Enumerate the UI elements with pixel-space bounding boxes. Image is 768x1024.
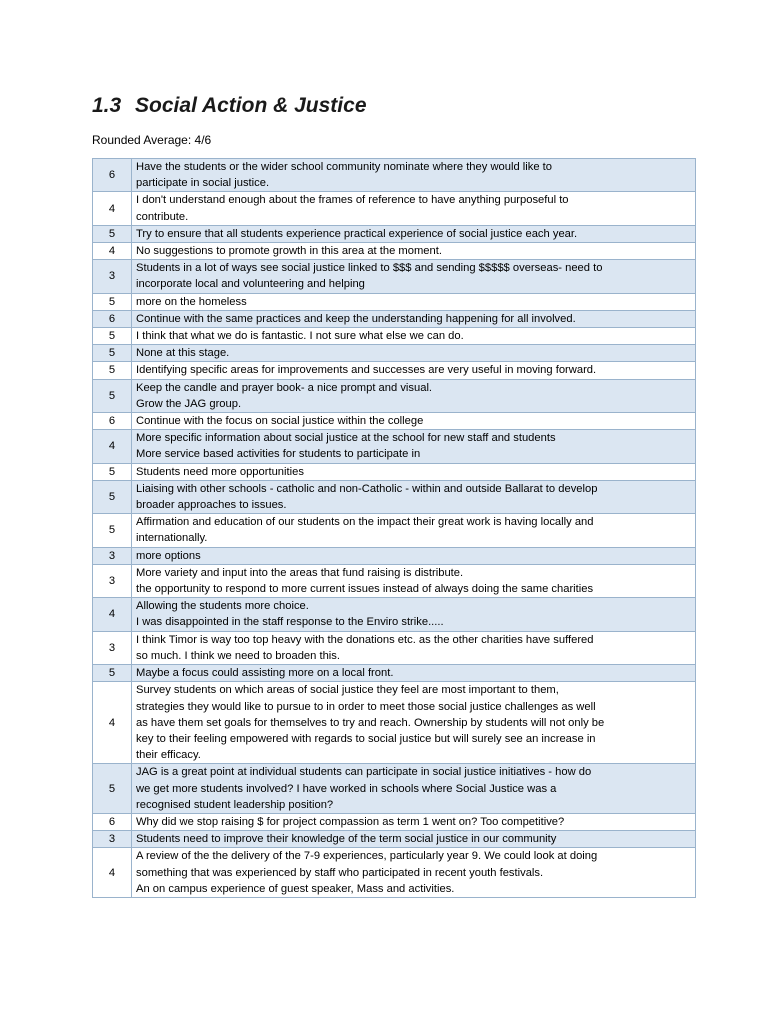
response-score: 3 [93, 564, 132, 597]
response-text: Liaising with other schools - catholic and non-Catholic - within and outside Ballarat to develop broader approaches to issues. [132, 480, 696, 513]
response-score: 3 [93, 831, 132, 848]
response-text: more on the homeless [132, 293, 696, 310]
response-text: Allowing the students more choice. I was disappointed in the staff response to the Enviro strike..... [132, 598, 696, 631]
response-row [93, 413, 696, 430]
response-text: More specific information about social justice at the school for new staff and students More service based activities for students to participate in [132, 430, 696, 463]
response-score: 4 [93, 430, 132, 463]
response-row [93, 848, 696, 898]
response-row [93, 293, 696, 310]
response-text: No suggestions to promote growth in this area at the moment. [132, 243, 696, 260]
response-score: 6 [93, 813, 132, 830]
response-score: 5 [93, 379, 132, 412]
response-row [93, 480, 696, 513]
response-score: 5 [93, 665, 132, 682]
response-text: Students in a lot of ways see social justice linked to $$$ and sending $$$$$ overseas- need to incorporate local and volunteering and helping [132, 260, 696, 293]
response-text: Students need to improve their knowledge of the term social justice in our community [132, 831, 696, 848]
response-text: Have the students or the wider school community nominate where they would like to participate in social justice. [132, 159, 696, 192]
response-text: Keep the candle and prayer book- a nice prompt and visual. Grow the JAG group. [132, 379, 696, 412]
response-row [93, 243, 696, 260]
response-text: None at this stage. [132, 345, 696, 362]
response-row [93, 310, 696, 327]
response-row [93, 463, 696, 480]
section-heading [92, 90, 696, 122]
response-row [93, 260, 696, 293]
response-row [93, 813, 696, 830]
response-text: JAG is a great point at individual students can participate in social justice initiatives - how do we get more students involved? I have worked in schools where Social Justice was a recognised student leadership position? [132, 764, 696, 814]
response-score: 4 [93, 598, 132, 631]
section-number: 1.3 [92, 94, 122, 117]
response-row [93, 192, 696, 225]
response-score: 5 [93, 480, 132, 513]
response-row [93, 682, 696, 764]
response-row [93, 379, 696, 412]
response-row [93, 665, 696, 682]
response-score: 4 [93, 682, 132, 764]
response-score: 5 [93, 362, 132, 379]
response-text: Affirmation and education of our students on the impact their great work is having locally and internationally. [132, 514, 696, 547]
response-text: Students need more opportunities [132, 463, 696, 480]
response-text: Continue with the same practices and keep the understanding happening for all involved. [132, 310, 696, 327]
response-text: I don't understand enough about the frames of reference to have anything purposeful to contribute. [132, 192, 696, 225]
response-text: More variety and input into the areas that fund raising is distribute. the opportunity to respond to more current issues instead of always doing the same charities [132, 564, 696, 597]
response-score: 4 [93, 243, 132, 260]
response-text: more options [132, 547, 696, 564]
response-score: 4 [93, 192, 132, 225]
response-text: A review of the the delivery of the 7-9 experiences, particularly year 9. We could look at doing something that was experienced by staff who participated in recent youth festivals. An on campus experience of guest speaker, Mass and activities. [132, 848, 696, 898]
response-row [93, 225, 696, 242]
response-score: 6 [93, 310, 132, 327]
responses-table-body [93, 159, 696, 898]
response-row [93, 345, 696, 362]
response-text: Identifying specific areas for improvements and successes are very useful in moving forward. [132, 362, 696, 379]
response-text: I think Timor is way too top heavy with the donations etc. as the other charities have suffered so much. I think we need to broaden this. [132, 631, 696, 664]
response-score: 5 [93, 293, 132, 310]
response-row [93, 362, 696, 379]
response-score: 3 [93, 547, 132, 564]
response-score: 5 [93, 514, 132, 547]
response-row [93, 430, 696, 463]
responses-table [92, 158, 696, 898]
response-score: 3 [93, 631, 132, 664]
response-score: 5 [93, 463, 132, 480]
response-score: 5 [93, 345, 132, 362]
response-text: Continue with the focus on social justice within the college [132, 413, 696, 430]
rounded-average: Rounded Average: 4/6 [92, 133, 212, 147]
response-row [93, 159, 696, 192]
response-row [93, 564, 696, 597]
response-score: 6 [93, 159, 132, 192]
response-text: I think that what we do is fantastic. I not sure what else we can do. [132, 328, 696, 345]
response-text: Try to ensure that all students experience practical experience of social justice each year. [132, 225, 696, 242]
document-page [92, 86, 696, 898]
response-row [93, 598, 696, 631]
section-title: Social Action & Justice [135, 94, 367, 117]
response-row [93, 547, 696, 564]
response-text: Survey students on which areas of social justice they feel are most important to them, strategies they would like to pursue to in order to meet those social justice challenges as well as have them set goals for themselves to try and reach. Ownership by students will not only be key to their feeling empowered with regards to social justice but will surely see an increase in their efficacy. [132, 682, 696, 764]
response-row [93, 764, 696, 814]
response-score: 5 [93, 328, 132, 345]
response-row [93, 831, 696, 848]
response-score: 3 [93, 260, 132, 293]
response-score: 4 [93, 848, 132, 898]
response-row [93, 328, 696, 345]
response-score: 6 [93, 413, 132, 430]
response-row [93, 514, 696, 547]
response-score: 5 [93, 225, 132, 242]
response-text: Maybe a focus could assisting more on a local front. [132, 665, 696, 682]
response-row [93, 631, 696, 664]
response-score: 5 [93, 764, 132, 814]
response-text: Why did we stop raising $ for project compassion as term 1 went on? Too competitive? [132, 813, 696, 830]
